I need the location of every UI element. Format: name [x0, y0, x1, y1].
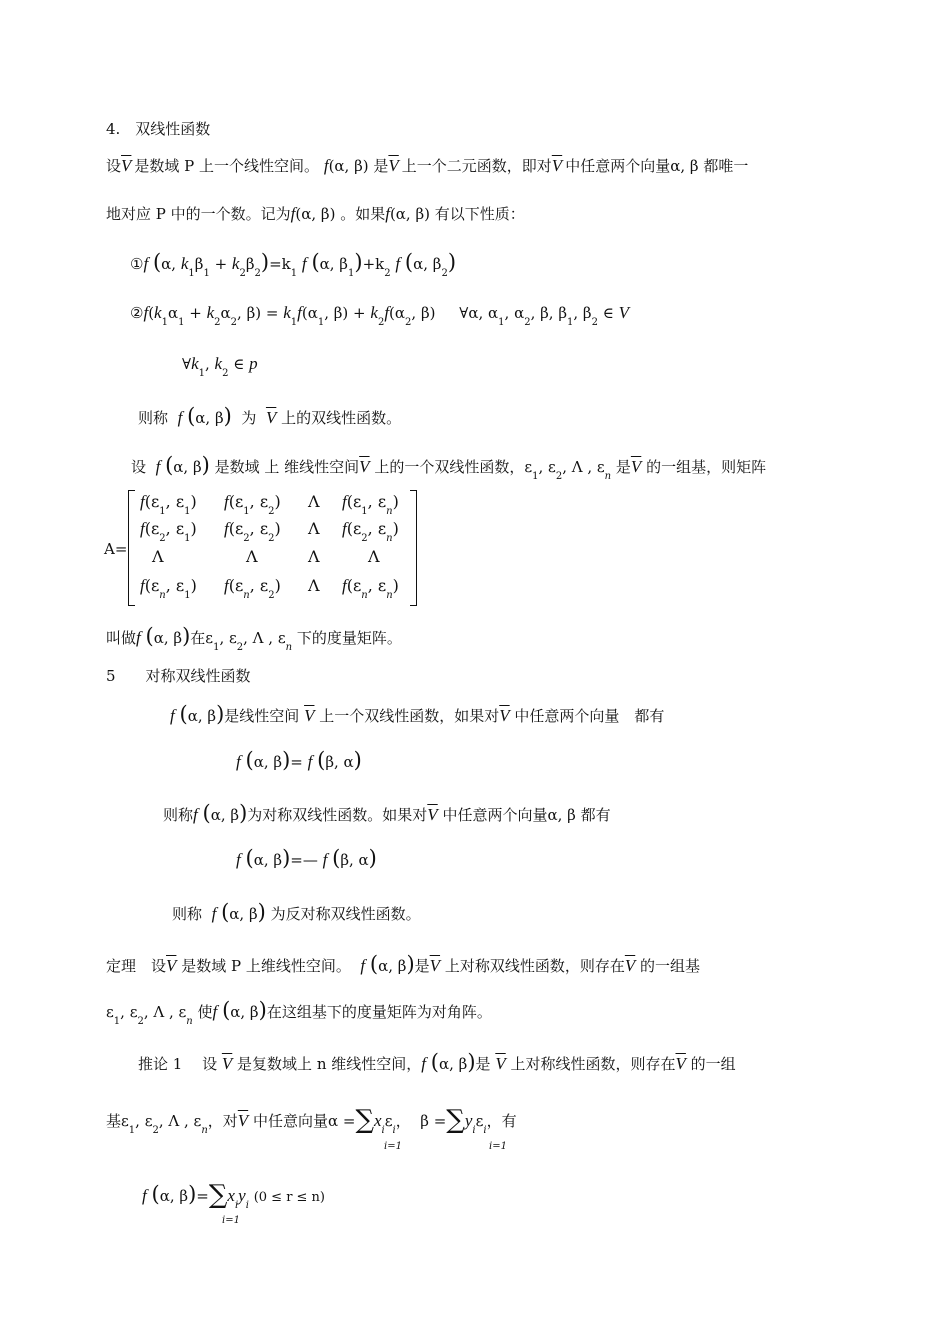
- definition-line-2: 地对应 P 中的一个数。记为f(α, β) 。如果f(α, β) 有以下性质：: [106, 204, 525, 223]
- antisymmetric-equation: f (α, β)=— f (β, α): [236, 846, 377, 870]
- property-2-scalars: $\forall k_1$, $k_2$ ∈ p: [182, 354, 258, 379]
- symmetric-setup-line: f (α, β)是线性空间 $\overline{V}$ 上一个双线性函数，如果对$\overline{V}$ 中任意两个向量 都有: [170, 702, 665, 726]
- section-5-heading: 5 对称双线性函数: [106, 667, 251, 685]
- symmetric-equation: f (α, β)= f (β, α): [236, 748, 362, 772]
- property-1: ①f (α, $k_1\beta_1 + k_2\beta_2)=k_1$ f (α, $\beta_1)+k_2$ f (α, $\beta_2$): [130, 250, 457, 279]
- section-4-heading: 4. 双线性函数: [106, 120, 211, 138]
- definition-line-1: 设$\overline{V}$ 是数域 P 上一个线性空间。 f(α, β) 是$\overline{V}$ 上一个二元函数，即对$\overline{V}$ 中任意两个向量α, β 都唯一: [106, 156, 749, 175]
- basis-setup-line: 设 f (α, β) 是数域 上 维线性空间$\overline{V}$ 上的一个双线性函数，$\varepsilon_1$, $\varepsilon_2$, Λ , $\varepsilon_n$ 是$\overline{V}$ 的一组基，则矩阵: [131, 453, 767, 482]
- corollary-line-1: 推论 1 设 $\overline{V}$ 是复数域上 n 维线性空间，f (α, β)是 $\overline{V}$ 上对称线性函数，则存在$\overline{V}$ 的一组: [138, 1050, 736, 1074]
- matrix-label: A=: [104, 540, 128, 558]
- antisymmetric-conclusion: 则称 f (α, β) 为反对称双线性函数。: [172, 900, 421, 924]
- corollary-line-2: 基$\varepsilon_1$, $\varepsilon_2$, Λ , $\varepsilon_n$，对$\overline{V}$ 中任意向量$\alpha =\sum x_i\varepsilon_i$， $\beta =\sum y_i\varepsilon_i$，有: [106, 1105, 517, 1136]
- theorem-line-1: 定理 设$\overline{V}$ 是数域 P 上维线性空间。 f (α, β)是$\overline{V}$ 上对称双线性函数，则存在$\overline{V}$ 的一组基: [106, 952, 701, 976]
- matrix-left-bracket: [128, 490, 135, 606]
- metric-matrix-caption: 叫做f (α, β)在$\varepsilon_1$, $\varepsilon_2$, Λ , $\varepsilon_n$ 下的度量矩阵。: [106, 624, 402, 653]
- theorem-line-2: $\varepsilon_1$, $\varepsilon_2$, Λ , $\varepsilon_n$ 使f (α, β)在这组基下的度量矩阵为对角阵。: [106, 998, 492, 1027]
- metric-matrix: A= $f(\varepsilon_1$, $\varepsilon_1$) $f(\varepsilon_1$, $\varepsilon_2$) Λ $f(\varepsilon_1$, $\varepsilon_n$) $f(\varepsilon_2$, $\varepsilon_1$) $f(\varepsilon_2$, $\varepsilon_2$) Λ $f(\varepsilon_2$, $\varepsilon_n$) Λ Λ Λ Λ $f(\varepsilon_n$, $\varepsilon_1$) $f(\varepsilon_n$, $\varepsilon_2$) Λ $f(\varepsilon_n$, $\varepsilon_n$): [104, 490, 434, 608]
- symmetric-conclusion-line: 则称f (α, β)为对称双线性函数。如果对$\overline{V}$ 中任意两个向量α, β 都有: [163, 801, 611, 825]
- property-2: $②f(k_1\alpha_1 + k_2\alpha_2$, $\beta) = k_1f(\alpha_1$, $\beta) + k_2f(\alpha_2$, β) ∀α, $\alpha_1$, $\alpha_2$, β, $\beta_1$, $\beta_2$ ∈ V: [130, 303, 629, 328]
- corollary-result: f (α, $\beta)=\sum x_iy_i$ (0 ≤ r ≤ n): [142, 1180, 326, 1211]
- sum-limit-alpha: i=1: [384, 1141, 402, 1152]
- bilinear-definition-conclusion: 则称 f (α, β) 为 $\overline{V}$ 上的双线性函数。: [138, 404, 402, 428]
- sum-limit-beta: i=1: [489, 1141, 507, 1152]
- sum-limit-result: i=1: [222, 1215, 240, 1226]
